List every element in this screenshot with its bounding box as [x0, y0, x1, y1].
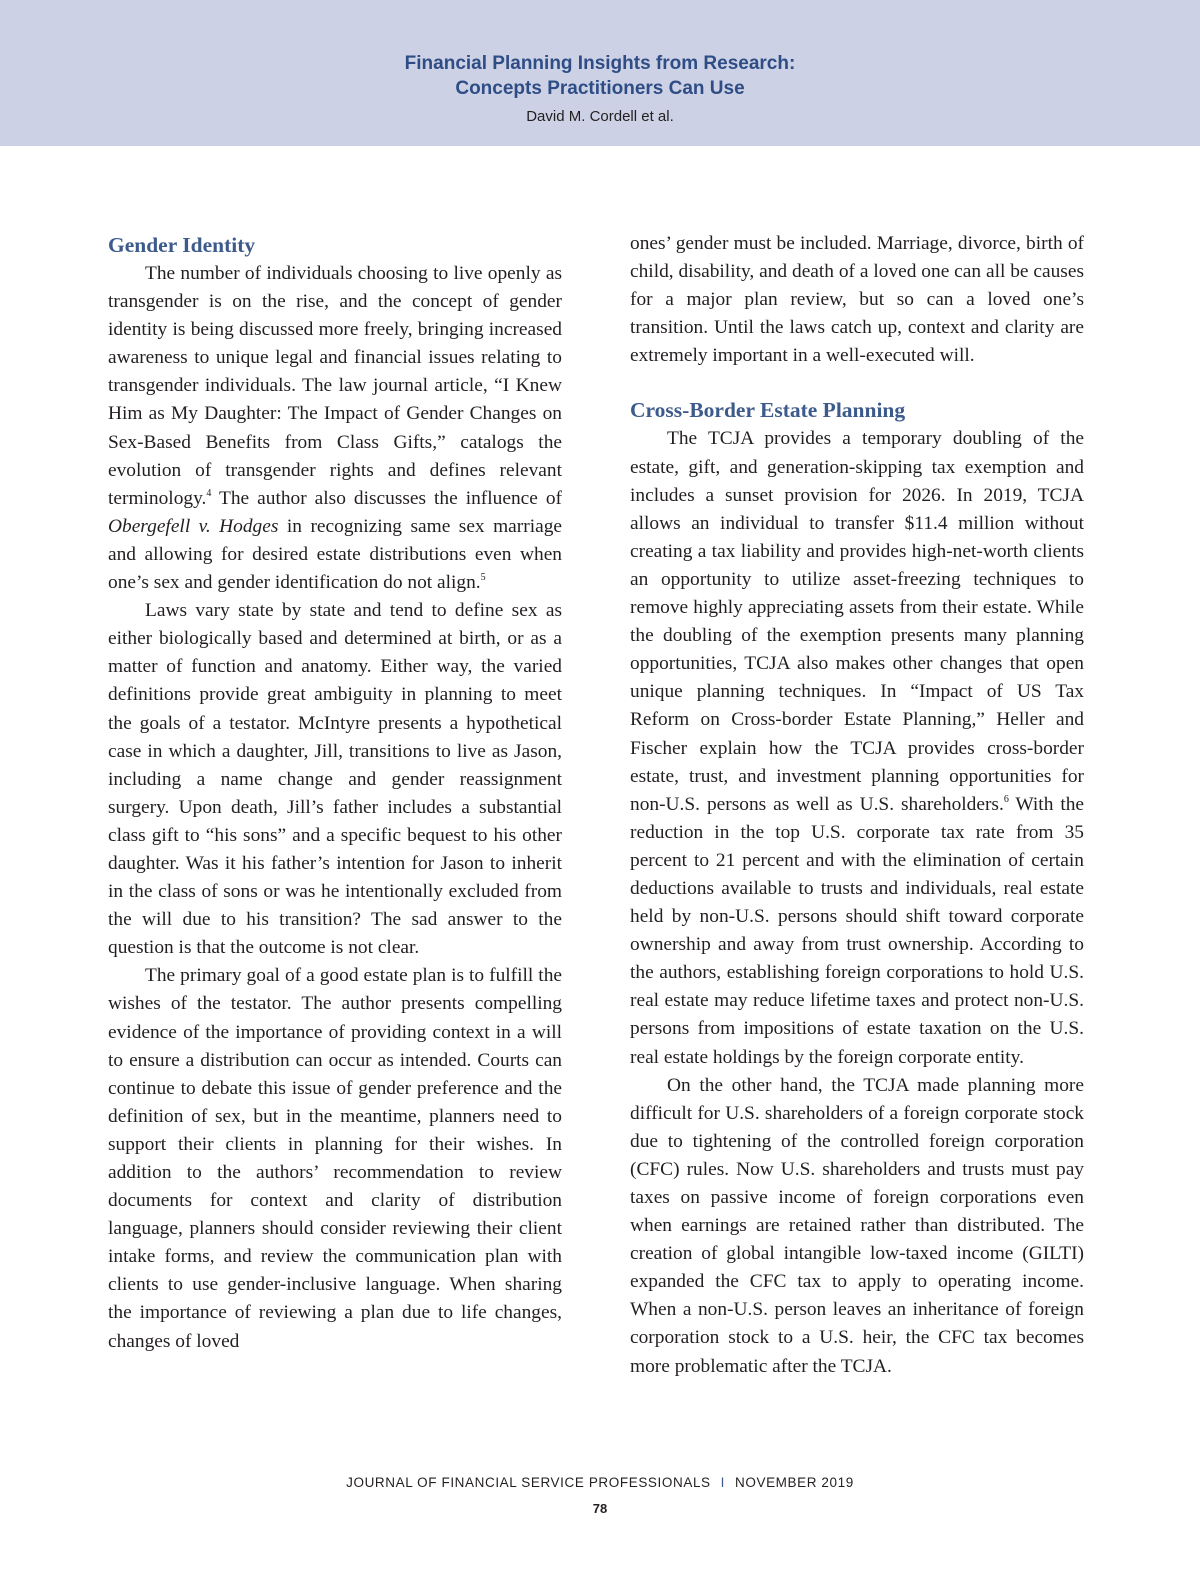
- footnote-ref: 4: [206, 487, 212, 499]
- right-column: [630, 230, 1084, 1381]
- paragraph-text: The author also discusses the influence of: [211, 487, 562, 509]
- footnote-ref: 6: [1003, 793, 1009, 805]
- paragraph-text: The TCJA provides a temporary doubling of the estate, gift, and generation-skipping tax exemption and includes a sunset provision for 2026. In 2019, TCJA allows an individual to transfer $11.4 million without creating a tax liability and provides high-net-worth clients an opportunity to utilize asset-freezing techniques to remove highly appreciating assets from their estate. While the doubling of the exemption presents many planning opportunities, TCJA also makes other changes that open unique planning techniques. In “Impact of US Tax Reform on Cross-border Estate Planning,” Heller and Fischer explain how the TCJA provides cross-border estate, trust, and investment planning opportunities for non-U.S. persons as well as U.S. shareholders.: [630, 428, 1084, 815]
- paragraph: Laws vary state by state and tend to define sex as either biologically based and determined at birth, or as a matter of function and anatomy. Either way, the varied definitions provide great ambiguity in planning to meet the goals of a testator. McIntyre presents a hypothetical case in which a daughter, Jill, transitions to live as Jason, including a name change and gender reassignment surgery. Upon death, Jill’s father includes a substantial class gift to “his sons” and a specific bequest to his other daughter. Was it his father’s intention for Jason to inherit in the class of sons or was he intentionally excluded from the will due to his transition? The sad answer to the question is that the outcome is not clear.: [108, 600, 562, 959]
- journal-name: JOURNAL OF FINANCIAL SERVICE PROFESSIONALS: [346, 1475, 711, 1490]
- paragraph-text: The number of individuals choosing to live openly as transgender is on the rise, and the concept of gender identity is being discussed more freely, bringing increased awareness to unique legal and financial issues relating to transgender individuals. The law journal article, “I Knew Him as My Daughter: The Impact of Gender Changes on Sex-Based Benefits from Class Gifts,” catalogs the evolution of transgender rights and defines relevant terminology.: [108, 263, 562, 509]
- paragraph: The primary goal of a good estate plan is to fulfill the wishes of the testator. The author presents compelling evidence of the importance of providing context in a will to ensure a distribution can occur as intended. Courts can continue to debate this issue of gender preference and the definition of sex, but in the meantime, planners need to support their clients in planning for their wishes. In addition to the authors’ recommendation to review documents for context and clarity of distribution language, planners should consider reviewing their client intake forms, and review the communication plan with clients to use gender-inclusive language. When sharing the importance of reviewing a plan due to life changes, changes of loved: [108, 965, 562, 1352]
- header-title-line-2: Concepts Practitioners Can Use: [455, 78, 745, 99]
- header-author: David M. Cordell et al.: [526, 108, 674, 125]
- header-band: [0, 0, 1200, 146]
- paragraph: On the other hand, the TCJA made planning more difficult for U.S. shareholders of a foreign corporate stock due to tightening of the controlled foreign corporation (CFC) rules. Now U.S. shareholders and trusts must pay taxes on passive income of foreign corporations even when earnings are retained rather than distributed. The creation of global intangible low-taxed income (GILTI) expanded the CFC tax to apply to operating income. When a non-U.S. person leaves an inheritance of foreign corporation stock to a U.S. heir, the CFC tax becomes more problematic after the TCJA.: [630, 1074, 1084, 1377]
- paragraph-text: in recognizing same sex marriage and allowing for desired estate distributions even when one’s sex and gender identification do not align.: [108, 515, 562, 594]
- paragraph: [630, 425, 1084, 1071]
- left-column: [108, 230, 562, 1356]
- footer-separator: I: [720, 1475, 726, 1490]
- case-name: Obergefell v. Hodges: [108, 515, 279, 537]
- footer: [0, 1474, 1200, 1492]
- page-number: 78: [592, 1501, 608, 1516]
- paragraph-text: With the reduction in the top U.S. corporate tax rate from 35 percent to 21 percent and with the elimination of certain deductions available to trusts and individuals, real estate held by non-U.S. persons should shift toward corporate ownership and away from trust ownership. According to the authors, establishing foreign corporations to hold U.S. real estate may reduce lifetime taxes and protect non-U.S. persons from impositions of estate taxation on the U.S. real estate holdings by the foreign corporate entity.: [630, 793, 1085, 1068]
- header-title-line-1: Financial Planning Insights from Research:: [404, 53, 796, 74]
- paragraph: [108, 260, 562, 597]
- section-heading-gender-identity: Gender Identity: [108, 233, 256, 257]
- paragraph-continued: ones’ gender must be included. Marriage, divorce, birth of child, disability, and death of a loved one can all be causes for a major plan review, but so can a loved one’s transition. Until the laws catch up, context and clarity are extremely important in a well-executed will.: [630, 233, 1084, 367]
- section-heading-cross-border-estate-planning: Cross-Border Estate Planning: [630, 398, 906, 423]
- footnote-ref: 5: [480, 572, 486, 584]
- issue-date: NOVEMBER 2019: [735, 1475, 854, 1490]
